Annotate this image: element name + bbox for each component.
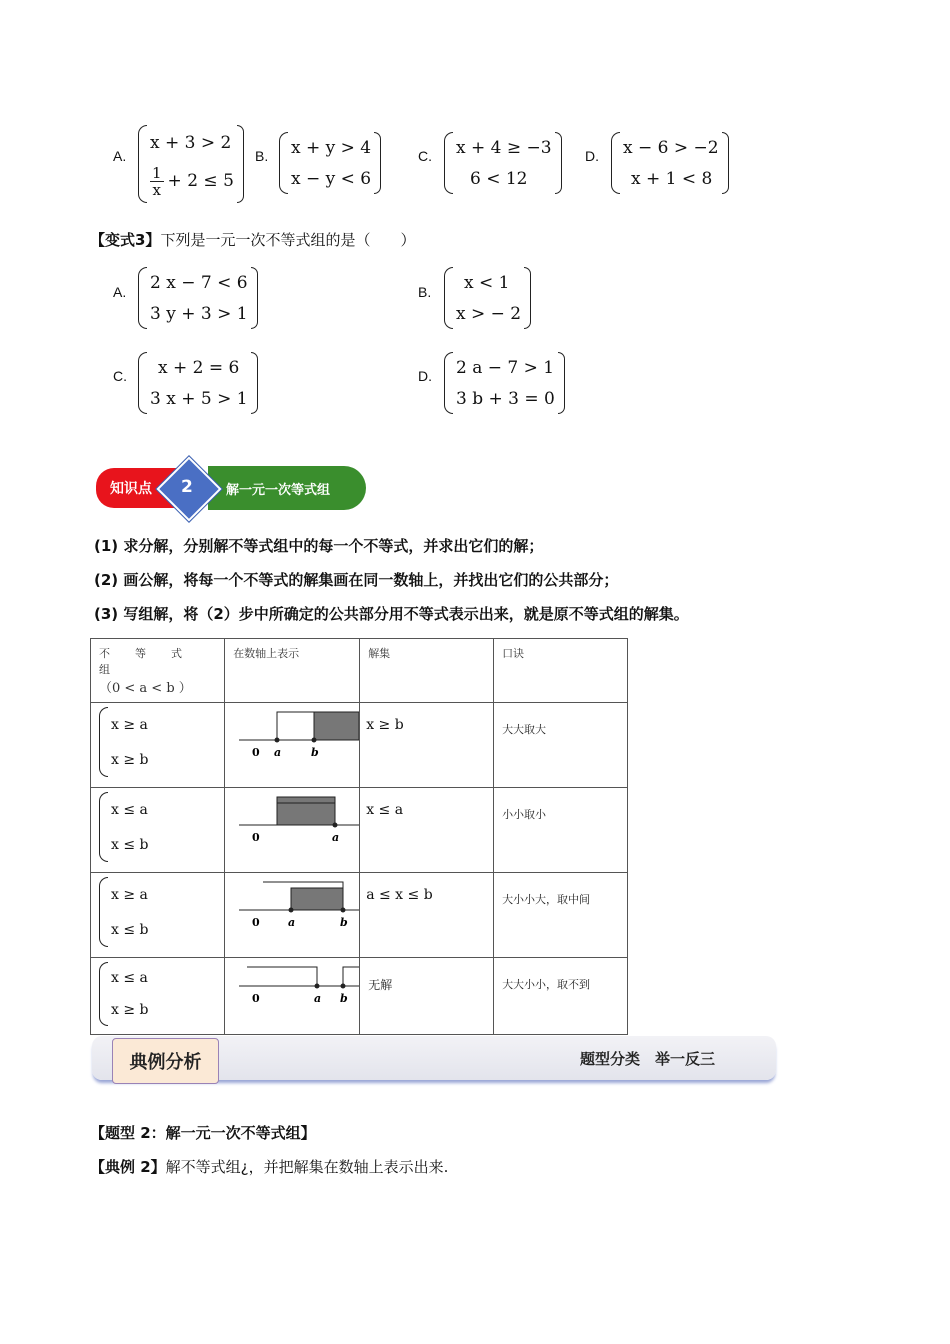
table-row bbox=[91, 958, 628, 1035]
step-1: (1) 求分解，分别解不等式组中的每一个不等式，并求出它们的解； bbox=[94, 537, 544, 555]
table-header-axis: 在数轴上表示 bbox=[225, 639, 360, 703]
svg-text:0: 0 bbox=[252, 916, 260, 929]
row-1-tip: 大大取大 bbox=[502, 723, 547, 736]
q3-option-a-system[interactable] bbox=[138, 267, 258, 329]
brace-icon bbox=[611, 132, 620, 194]
option-a-system[interactable] bbox=[138, 125, 244, 203]
knowledge-banner bbox=[96, 462, 368, 518]
knowledge-number: 2 bbox=[181, 477, 193, 497]
example-analysis-subtitle: 题型分类 举一反三 bbox=[580, 1050, 716, 1068]
q3-option-c-system[interactable] bbox=[138, 352, 258, 414]
brace-icon bbox=[444, 132, 453, 194]
prev-question-options bbox=[0, 120, 950, 210]
row-1-system: x ≥ a x ≥ b bbox=[99, 707, 224, 777]
option-a-line-1: x + 3 > 2 bbox=[150, 132, 232, 153]
knowledge-title: 解一元一次等式组 bbox=[208, 466, 366, 510]
inequality-rules-table bbox=[90, 638, 628, 1035]
q3-option-a-line-1: 2 x − 7 < 6 bbox=[150, 272, 248, 293]
row-3-number-line bbox=[225, 873, 360, 958]
q3-option-d-line-1: 2 a − 7 > 1 bbox=[456, 357, 555, 378]
step-2: (2) 画公解，将每一个不等式的解集画在同一数轴上，并找出它们的公共部分； bbox=[94, 571, 619, 589]
option-c-system[interactable] bbox=[444, 132, 562, 194]
option-c-line-2: 6 < 12 bbox=[470, 168, 528, 189]
svg-text:a: a bbox=[332, 831, 340, 844]
question-3-text: 下列是一元一次不等式组的是（ ） bbox=[160, 231, 416, 249]
row-4-system: x ≤ a x ≥ b bbox=[99, 962, 224, 1026]
q3-option-d-label: D. bbox=[418, 368, 432, 384]
row-3-tip: 大小小大，取中间 bbox=[502, 893, 591, 906]
row-4-number-line bbox=[225, 958, 360, 1035]
row-1-solution: x ≥ b bbox=[366, 717, 404, 733]
q3-option-b-system[interactable] bbox=[444, 267, 531, 329]
svg-text:b: b bbox=[311, 746, 319, 759]
q3-option-b-line-2: x > − 2 bbox=[456, 303, 522, 324]
option-d-system[interactable] bbox=[611, 132, 729, 194]
svg-text:a: a bbox=[274, 746, 282, 759]
knowledge-label: 知识点 bbox=[96, 468, 186, 508]
option-a-label: A. bbox=[113, 148, 127, 164]
row-2-tip: 小小取小 bbox=[502, 808, 547, 821]
option-b-line-1: x + y > 4 bbox=[291, 137, 372, 158]
svg-text:0: 0 bbox=[252, 746, 260, 759]
brace-icon bbox=[279, 132, 288, 194]
type-2-title: 【题型 2：解一元一次不等式组】 bbox=[90, 1124, 316, 1142]
example-2-tag: 【典例 2】 bbox=[90, 1158, 166, 1176]
table-row bbox=[91, 788, 628, 873]
row-2-system: x ≤ a x ≤ b bbox=[99, 792, 224, 862]
fraction: $\frac{1}{x}$ bbox=[152, 164, 162, 200]
row-4-solution: 无解 bbox=[368, 978, 393, 992]
q3-option-d-system[interactable] bbox=[444, 352, 565, 414]
brace-icon bbox=[138, 267, 147, 329]
question-3-options bbox=[0, 262, 950, 422]
q3-option-a-label: A. bbox=[113, 284, 127, 300]
row-3-system: x ≥ a x ≤ b bbox=[99, 877, 224, 947]
option-c-label: C. bbox=[418, 148, 432, 164]
brace-icon bbox=[444, 267, 453, 329]
q3-option-c-line-1: x + 2 = 6 bbox=[158, 357, 240, 378]
q3-option-d-line-2: 3 b + 3 = 0 bbox=[456, 388, 555, 409]
svg-text:b: b bbox=[340, 992, 348, 1005]
option-b-line-2: x − y < 6 bbox=[291, 168, 372, 189]
option-b-system[interactable] bbox=[279, 132, 381, 194]
option-d-line-1: x − 6 > −2 bbox=[623, 137, 719, 158]
svg-text:0: 0 bbox=[252, 992, 260, 1005]
example-2-text: 解不等式组¿，并把解集在数轴上表示出来. bbox=[165, 1158, 449, 1176]
table-header-solution: 解集 bbox=[360, 639, 494, 703]
option-a-line-2: + 2 ≤ 5 bbox=[167, 171, 234, 192]
row-3-solution: a ≤ x ≤ b bbox=[366, 887, 433, 903]
svg-text:a: a bbox=[314, 992, 322, 1005]
table-row bbox=[91, 703, 628, 788]
q3-option-b-line-1: x < 1 bbox=[464, 272, 510, 293]
example-analysis-banner bbox=[92, 1036, 776, 1080]
option-d-line-2: x + 1 < 8 bbox=[631, 168, 713, 189]
example-2 bbox=[90, 1156, 448, 1177]
step-3: (3) 写组解，将（2）步中所确定的公共部分用不等式表示出来，就是原不等式组的解集。 bbox=[94, 605, 689, 623]
question-3-tag: 【变式3】 bbox=[90, 231, 161, 249]
brace-icon bbox=[138, 352, 147, 414]
table-header-tip: 口诀 bbox=[494, 639, 628, 703]
row-2-number-line bbox=[225, 788, 360, 873]
option-b-label: B. bbox=[255, 148, 269, 164]
row-2-solution: x ≤ a bbox=[366, 802, 404, 818]
option-c-line-1: x + 4 ≥ −3 bbox=[456, 137, 552, 158]
brace-icon bbox=[444, 352, 453, 414]
example-analysis-title: 典例分析 bbox=[112, 1038, 219, 1084]
q3-option-a-line-2: 3 y + 3 > 1 bbox=[150, 303, 248, 324]
svg-text:b: b bbox=[340, 916, 348, 929]
table-header-system: 不 等 式 组 （0 < a < b ） bbox=[91, 639, 225, 703]
q3-option-c-line-2: 3 x + 5 > 1 bbox=[150, 388, 248, 409]
question-3 bbox=[90, 229, 415, 250]
table-row bbox=[91, 873, 628, 958]
brace-icon bbox=[138, 125, 147, 203]
q3-option-c-label: C. bbox=[113, 368, 127, 384]
q3-option-b-label: B. bbox=[418, 284, 432, 300]
row-1-number-line bbox=[225, 703, 360, 788]
svg-text:0: 0 bbox=[252, 831, 260, 844]
row-4-tip: 大大小小，取不到 bbox=[502, 978, 591, 991]
option-d-label: D. bbox=[585, 148, 599, 164]
svg-text:a: a bbox=[288, 916, 296, 929]
